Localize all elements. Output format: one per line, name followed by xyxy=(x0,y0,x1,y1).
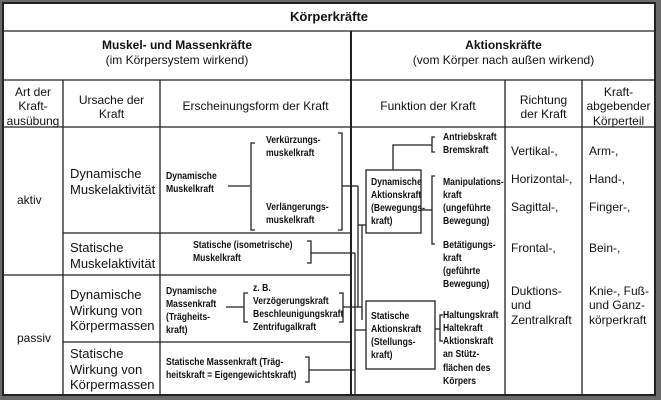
antrieb-bremskraft: Antriebskraft Bremskraft xyxy=(443,131,497,157)
header-erscheinung: Erscheinungsform der Kraft xyxy=(182,99,329,113)
header-art: Art der Kraft- ausübung xyxy=(6,85,60,128)
koerperteil-bein: Bein-, xyxy=(589,241,621,255)
stat-massenkraft: Statische Massenkraft (Träg- heitskraft = Eigengewichtskraft) xyxy=(166,356,297,382)
richtung-sagittal: Sagittal-, xyxy=(511,200,559,214)
header-funktion: Funktion der Kraft xyxy=(380,99,476,113)
richtung-frontal: Frontal-, xyxy=(511,241,556,255)
art-aktiv: aktiv xyxy=(17,193,42,207)
manipulationskraft: Manipulations- kraft (ungeführte Bewegung) xyxy=(443,176,504,228)
header-richtung: Richtung der Kraft xyxy=(519,93,568,122)
dyn-muskelkraft: Dynamische Muskelkraft xyxy=(166,170,217,196)
koerperteil-hand: Hand-, xyxy=(589,172,626,186)
haltungskraft: Haltungskraft Haltekraft Aktionskraft an Stütz- flächen des Körpers xyxy=(443,309,499,387)
richtung-vertikal: Vertikal-, xyxy=(511,144,558,158)
ursache-stat-masse: Statische Wirkung von Körpermassen xyxy=(70,346,155,393)
art-passiv: passiv xyxy=(17,331,52,345)
left-group-title: Muskel- und Massenkräfte xyxy=(101,38,253,52)
betaetigungskraft: Betätigungs- kraft (geführte Bewegung) xyxy=(443,239,496,291)
dyn-massenkraft: Dynamische Massenkraft (Trägheits- kraft) xyxy=(166,285,217,337)
richtung-horizontal: Horizontal-, xyxy=(511,172,573,186)
richtung-duktion: Duktions- und Zentralkraft xyxy=(511,284,572,327)
left-group-subtitle: (im Körpersystem wirkend) xyxy=(105,53,249,67)
ursache-dyn-masse: Dynamische Wirkung von Körpermassen xyxy=(70,287,155,334)
right-group-subtitle: (vom Körper nach außen wirkend) xyxy=(412,53,595,67)
verkuerzungsmuskelkraft: Verkürzungs- muskelkraft xyxy=(266,134,321,160)
verlaengerungsmuskelkraft: Verlängerungs- muskelkraft xyxy=(266,201,329,227)
header-ursache: Ursache der Kraft xyxy=(78,93,145,122)
right-group-title: Aktionskräfte xyxy=(465,38,542,52)
header-koerperteil: Kraft- abgebender Körperteil xyxy=(586,85,651,128)
ursache-dyn-muskel: Dynamische Muskelaktivität xyxy=(70,166,156,197)
stat-aktionskraft: Statische Aktionskraft (Stellungs- kraft) xyxy=(371,310,422,362)
koerperteil-finger: Finger-, xyxy=(589,200,631,214)
koerperteil-arm: Arm-, xyxy=(589,144,619,158)
statische-isometrische-muskelkraft: Statische (isometrische) Muskelkraft xyxy=(193,239,293,265)
massenkraft-examples: z. B. Verzögerungskraft Beschleunigungskraft Zentrifugalkraft xyxy=(253,282,344,334)
koerperteil-knie-fuss-ganz: Knie-, Fuß- und Ganz- körperkraft xyxy=(589,284,650,327)
dyn-aktionskraft: Dynamische Aktionskraft (Bewegungs- kraft) xyxy=(371,176,426,228)
ursache-stat-muskel: Statische Muskelaktivität xyxy=(70,240,156,271)
page-title: Körperkräfte xyxy=(289,9,369,24)
